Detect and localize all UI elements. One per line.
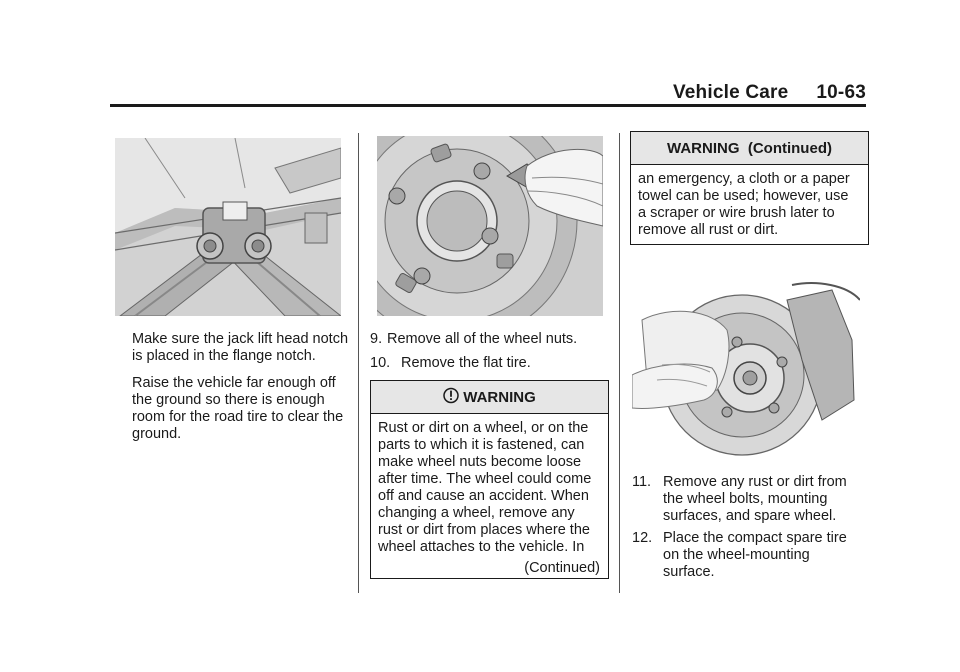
step-number: 9. — [370, 331, 383, 347]
warning-header — [371, 381, 608, 414]
step-number: 12. — [632, 530, 653, 546]
warning-continued-header — [631, 132, 868, 165]
warning-icon — [443, 387, 459, 408]
step-text: Remove any rust or dirt from the wheel bolts, mounting surfaces, and spare wheel. — [663, 474, 847, 524]
warning-box — [370, 380, 609, 579]
left-column-text — [132, 331, 354, 453]
column-divider-right — [619, 133, 620, 593]
jack-lift-head-illustration — [115, 138, 341, 316]
warning-continued-title: WARNING (Continued) — [667, 139, 832, 157]
step-11 — [632, 474, 864, 530]
step-number: 11. — [632, 474, 652, 490]
paragraph-jack-notch: Make sure the jack lift head notch is placed in the flange notch. — [132, 331, 349, 364]
step-text: Place the compact spare tire on the wheel-mounting surface. — [663, 530, 847, 580]
warning-body: Rust or dirt on a wheel, or on the parts to which it is fastened, can make wheel nuts become loose after time. The wheel could come off and cause an accident. When changing a wheel, remove any rust or dirt from places where the wheel attaches to the vehicle. In — [378, 420, 592, 555]
section-title: Vehicle Care — [672, 82, 789, 103]
hub-cleaning-illustration — [632, 280, 860, 460]
page-number: 10-63 — [816, 82, 866, 103]
warning-continued-body: an emergency, a cloth or a paper towel can be used; however, use a scraper or wire brush later to remove all rust or dirt. — [638, 171, 850, 238]
step-text: Remove all of the wheel nuts. — [387, 331, 578, 347]
header-rule — [110, 104, 866, 107]
page-header — [600, 82, 866, 104]
warning-title: WARNING — [463, 388, 536, 406]
wheel-nut-removal-illustration — [377, 136, 603, 316]
step-12 — [632, 530, 864, 580]
step-text: Remove the flat tire. — [401, 355, 531, 371]
step-number: 10. — [370, 355, 391, 371]
paragraph-raise-vehicle: Raise the vehicle far enough off the ground so there is enough room for the road tire to clear the ground. — [132, 375, 344, 442]
warning-continued-label: (Continued) — [524, 560, 600, 576]
warning-continued-box — [630, 131, 869, 245]
column-divider-left — [358, 133, 359, 593]
